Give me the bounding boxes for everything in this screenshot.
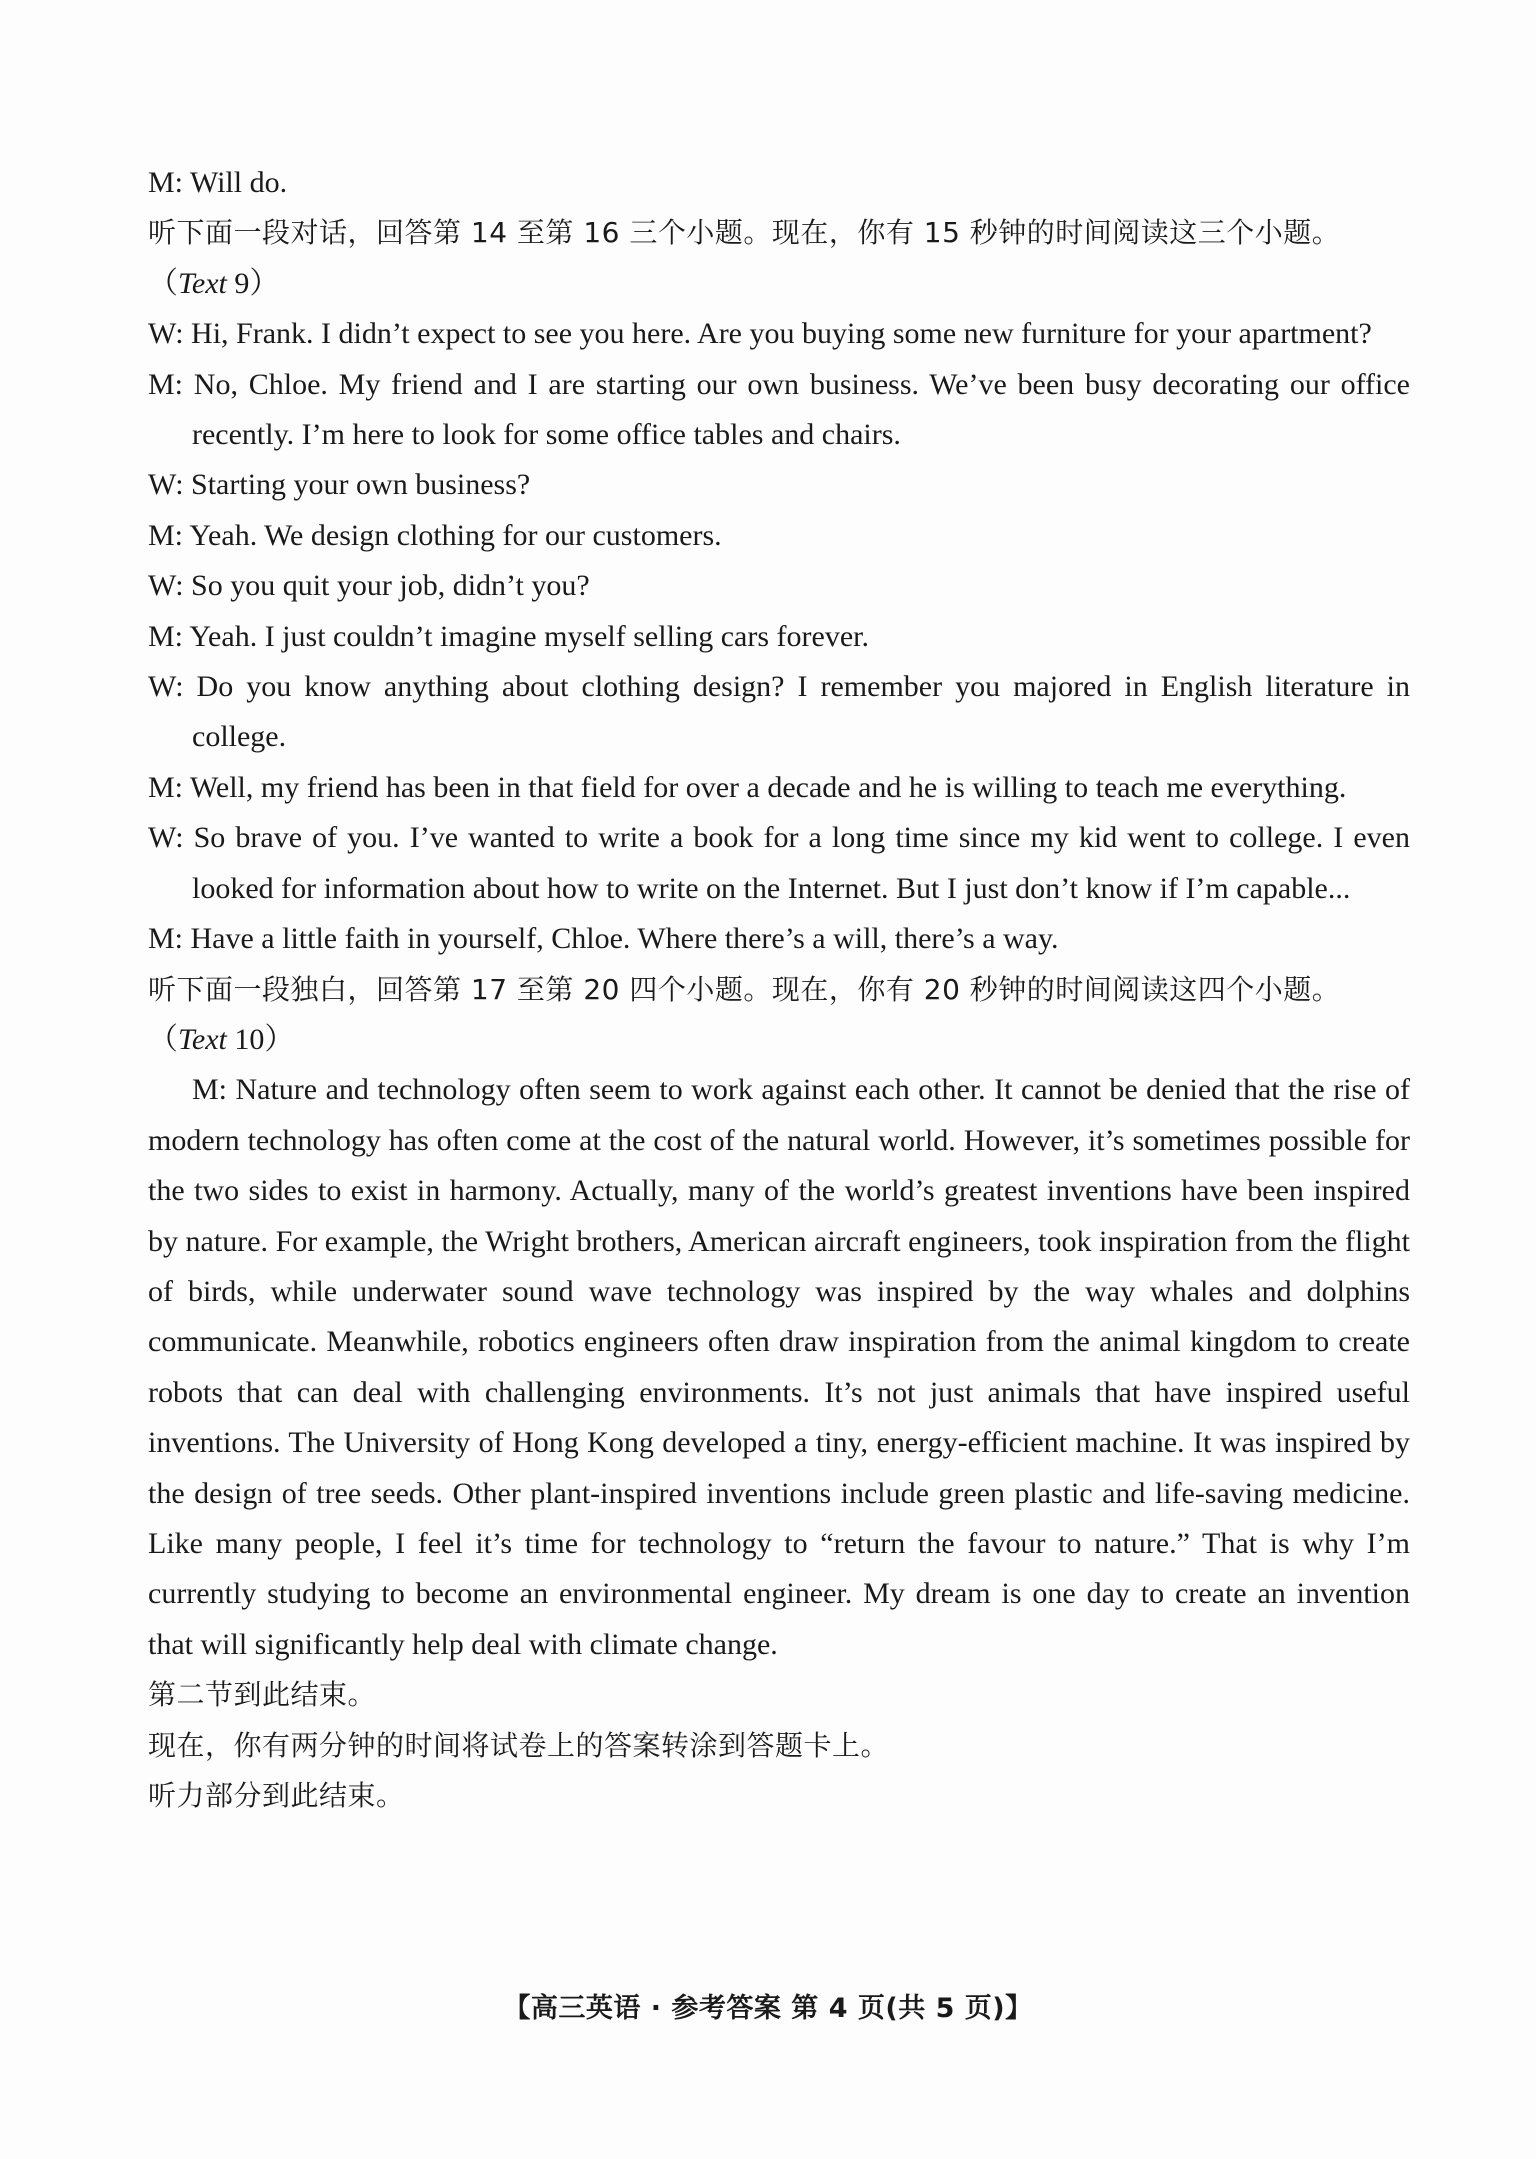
dialogue-line-2: M: No, Chloe. My friend and I are starting our own business. We’ve been busy decorating our office recently. I’m here to look for some office tables and chairs. [148,367,1410,452]
dialogue-line-3: W: Starting your own business? [148,468,531,502]
text-9-label [148,259,1410,309]
instruction-questions-14-16: 听下面一段对话，回答第 14 至第 16 三个小题。现在，你有 15 秒钟的时间阅读这三个小题。 [148,216,1341,250]
text-10-word: Text [178,1022,227,1056]
transcript-body [148,158,1410,1821]
section-end-note: 第二节到此结束。 [148,1678,377,1712]
text-10-open-paren: （ [148,1022,178,1056]
monologue-paragraph: M: Nature and technology often seem to work against each other. It cannot be denied that the rise of modern technology has often come at the cost of the natural world. However, it’s sometimes possible for the two sides to exist in harmony. Actually, many of the world’s greatest inventions have been inspired by nature. For example, the Wright brothers, American aircraft engineers, took inspiration from the flight of birds, while underwater sound wave technology was inspired by the way whales and dolphins communicate. Meanwhile, robotics engineers often draw inspiration from the animal kingdom to create robots that can deal with challenging environments. It’s not just animals that have inspired useful inventions. The University of Hong Kong developed a tiny, energy-efficient machine. It was inspired by the design of tree seeds. Other plant-inspired inventions include green plastic and life-saving medicine. Like many people, I feel it’s time for technology to “return the favour to nature.” That is why I’m currently studying to become an environmental engineer. My dream is one day to create an invention that will significantly help deal with climate change. [148,1073,1410,1661]
dialogue-line-8: M: Well, my friend has been in that field for over a decade and he is willing to teach me everything. [148,770,1347,804]
text-10-number: 10） [226,1022,295,1056]
dialogue-line-4: M: Yeah. We design clothing for our customers. [148,518,722,552]
text-10-label [148,1015,1410,1065]
listening-end-note: 听力部分到此结束。 [148,1779,405,1812]
dialogue-line-10: M: Have a little faith in yourself, Chloe. Where there’s a will, there’s a way. [148,922,1059,956]
instruction-questions-17-20: 听下面一段独白，回答第 17 至第 20 四个小题。现在，你有 20 秒钟的时间阅读这四个小题。 [148,972,1341,1006]
text-9-number: 9） [226,266,280,300]
text-9-open-paren: （ [148,266,178,300]
answer-transfer-note: 现在，你有两分钟的时间将试卷上的答案转涂到答题卡上。 [148,1728,890,1762]
dialogue-line-m-will-do: M: Will do. [148,166,288,199]
dialogue-line-6: M: Yeah. I just couldn’t imagine myself selling cars forever. [148,619,869,653]
dialogue-line-9: W: So brave of you. I’ve wanted to write a book for a long time since my kid went to college. I even looked for information about how to write on the Internet. But I just don’t know if I’m capable... [148,821,1410,905]
dialogue-line-5: W: So you quit your job, didn’t you? [148,569,590,603]
dialogue-line-7: W: Do you know anything about clothing design? I remember you majored in English literature in college. [148,670,1410,754]
text-9-word: Text [178,266,227,300]
dialogue-line-1: W: Hi, Frank. I didn’t expect to see you here. Are you buying some new furniture for your apartment? [148,317,1372,351]
page-footer: 【高三英语 · 参考答案 第 4 页(共 5 页)】 [503,1993,1033,2024]
